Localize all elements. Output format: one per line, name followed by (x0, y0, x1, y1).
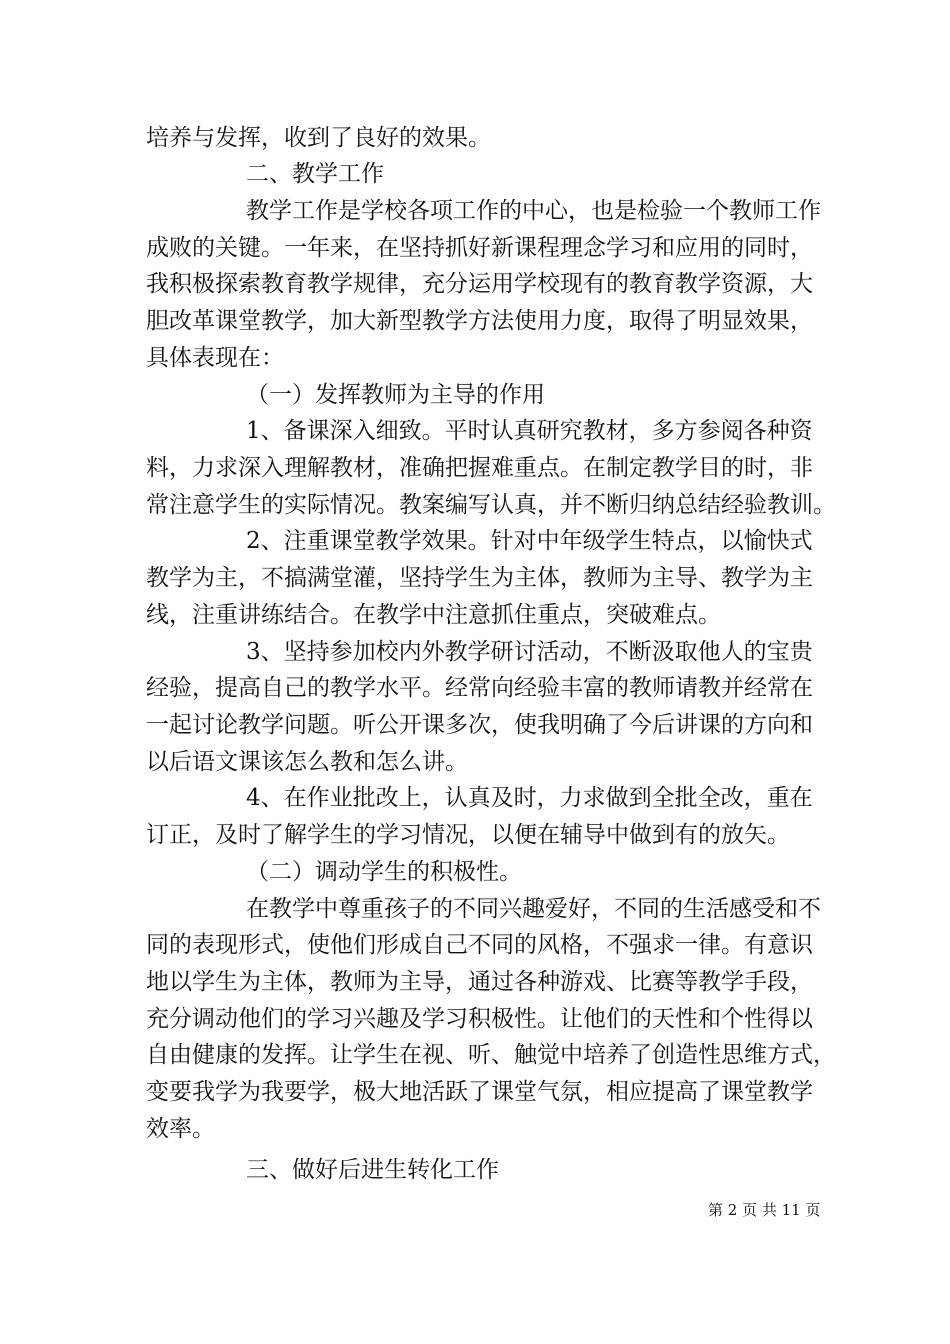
text-line: 地以学生为主体，教师为主导，通过各种游戏、比赛等教学手段， (146, 969, 813, 995)
text-line: 以后语文课该怎么教和怎么讲。 (146, 749, 468, 775)
text-line: 教学工作是学校各项工作的中心，也是检验一个教师工作 (246, 198, 821, 224)
text-line: 成败的关键。一年来，在坚持抓好新课程理念学习和应用的同时， (146, 235, 813, 261)
text-line: 同的表现形式，使他们形成自己不同的风格，不强求一律。有意识 (146, 932, 813, 958)
text-line: 在教学中尊重孩子的不同兴趣爱好，不同的生活感受和不 (246, 896, 821, 922)
text-line: 自由健康的发挥。让学生在视、听、触觉中培养了创造性思维方式， (146, 1042, 836, 1068)
section-heading: 二、教学工作 (246, 161, 384, 187)
text-line: 效率。 (146, 1116, 215, 1142)
text-line: 3、坚持参加校内外教学研讨活动，不断汲取他人的宝贵 (246, 639, 813, 665)
text-line: 胆改革课堂教学，加大新型教学方法使用力度，取得了明显效果， (146, 308, 813, 334)
text-line: 教学为主，不搞满堂灌，坚持学生为主体，教师为主导、教学为主 (146, 565, 813, 591)
text-line: 充分调动他们的学习兴趣及学习积极性。让他们的天性和个性得以 (146, 1006, 813, 1032)
subsection-heading: （二）调动学生的积极性。 (246, 859, 522, 885)
text-line: 具体表现在： (146, 345, 284, 371)
text-line: 常注意学生的实际情况。教案编写认真，并不断归纳总结经验教训。 (146, 492, 836, 518)
text-line: 1、备课深入细致。平时认真研究教材，多方参阅各种资 (246, 418, 813, 444)
text-line: 2、注重课堂教学效果。针对中年级学生特点，以愉快式 (246, 528, 813, 554)
subsection-heading: （一）发挥教师为主导的作用 (246, 382, 545, 408)
section-heading: 三、做好后进生转化工作 (246, 1157, 499, 1183)
text-line: 料，力求深入理解教材，准确把握难重点。在制定教学目的时，非 (146, 455, 813, 481)
text-line: 4、在作业批改上，认真及时，力求做到全批全改，重在 (246, 785, 813, 811)
text-line: 培养与发挥，收到了良好的效果。 (146, 125, 491, 151)
text-line: 线，注重讲练结合。在教学中注意抓住重点，突破难点。 (146, 602, 721, 628)
text-line: 订正，及时了解学生的学习情况，以便在辅导中做到有的放矢。 (146, 822, 790, 848)
text-line: 我积极探索教育教学规律，充分运用学校现有的教育教学资源，大 (146, 271, 813, 297)
text-line: 变要我学为我要学，极大地活跃了课堂气氛，相应提高了课堂教学 (146, 1079, 813, 1105)
page-number-footer: 第 2 页 共 11 页 (708, 1201, 821, 1219)
text-line: 经验，提高自己的教学水平。经常向经验丰富的教师请教并经常在 (146, 675, 813, 701)
text-line: 一起讨论教学问题。听公开课多次，使我明确了今后讲课的方向和 (146, 712, 813, 738)
